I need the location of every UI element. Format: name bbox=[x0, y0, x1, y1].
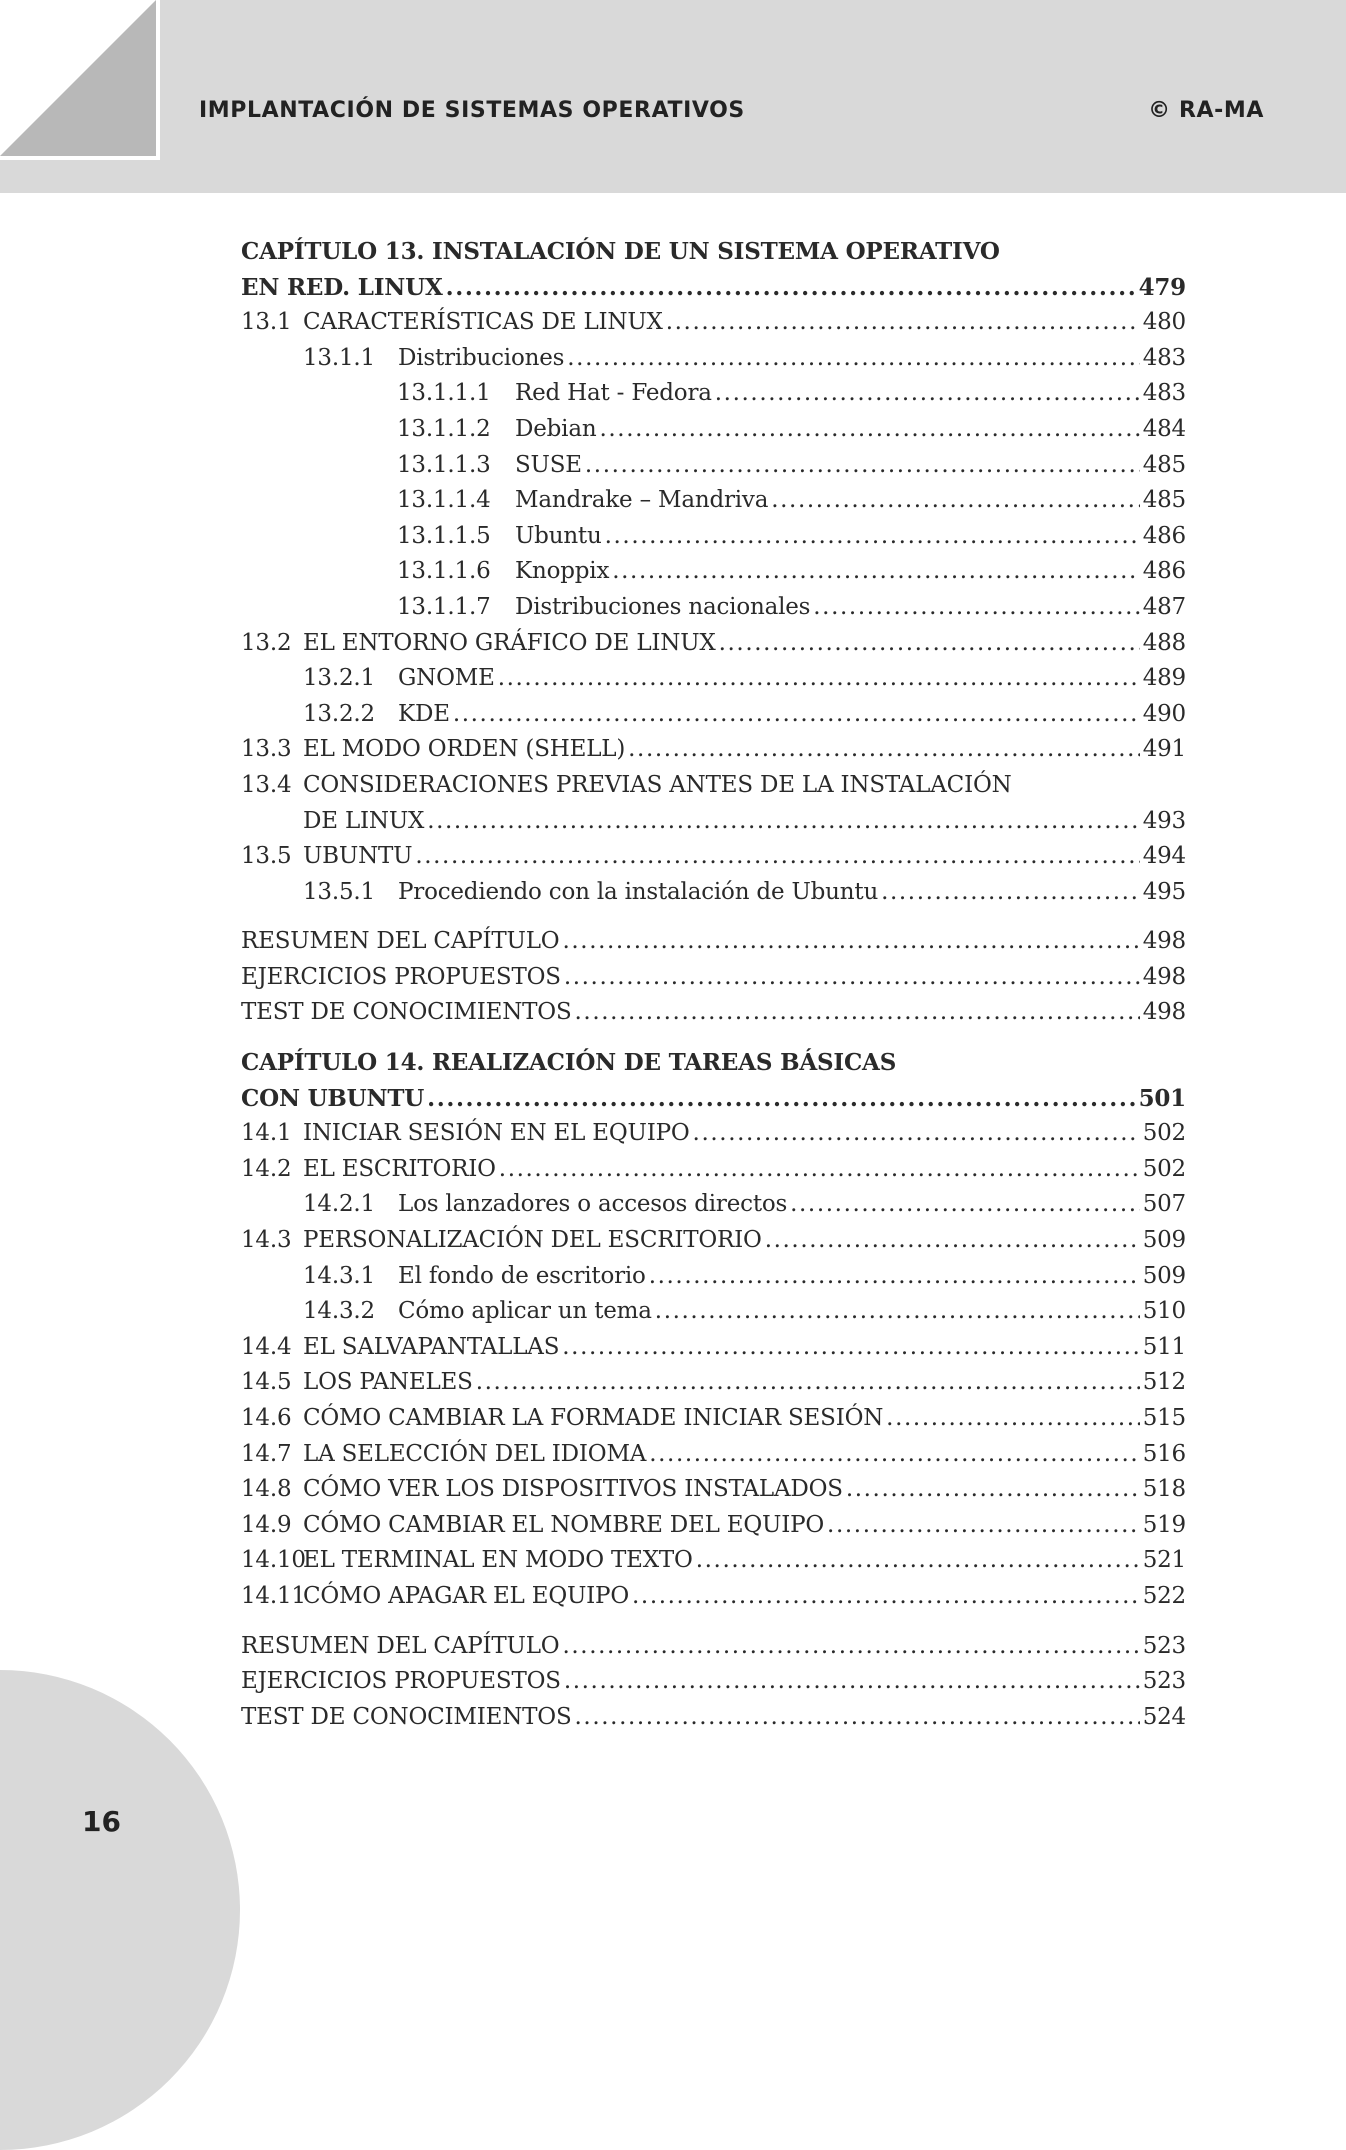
dot-leader bbox=[632, 1579, 1140, 1615]
page-ref: 515 bbox=[1142, 1405, 1186, 1431]
page-number: 16 bbox=[82, 1805, 121, 1838]
page-ref: 502 bbox=[1142, 1120, 1186, 1147]
dot-leader bbox=[427, 804, 1140, 840]
section-number: 13.4 bbox=[241, 771, 292, 798]
table-of-contents bbox=[241, 234, 1186, 1735]
dot-leader bbox=[655, 1294, 1140, 1330]
dot-leader bbox=[628, 732, 1140, 768]
section-number: 14.2.1 bbox=[303, 1191, 375, 1218]
dot-leader bbox=[612, 554, 1139, 590]
dot-leader bbox=[605, 519, 1140, 555]
page-ref: 512 bbox=[1142, 1369, 1186, 1396]
page-ref: 498 bbox=[1142, 963, 1186, 990]
toc-entry bbox=[241, 1437, 1186, 1473]
toc-entry bbox=[241, 305, 1186, 341]
section-title: CÓMO CAMBIAR LA FORMADE INICIAR SESIÓN bbox=[303, 1405, 884, 1431]
dot-leader bbox=[599, 412, 1139, 448]
section-number: 13.1.1 bbox=[303, 344, 375, 371]
page-ref: 522 bbox=[1142, 1582, 1186, 1609]
toc-entry bbox=[241, 1543, 1186, 1579]
section-title: KDE bbox=[398, 700, 450, 727]
page-ref: 486 bbox=[1142, 522, 1186, 549]
dot-leader bbox=[427, 1081, 1135, 1117]
chapter-title: CAPÍTULO 13. INSTALACIÓN DE UN SISTEMA OPERATIVO bbox=[241, 238, 1000, 265]
dot-leader bbox=[585, 448, 1140, 484]
toc-entry-cont bbox=[241, 804, 1186, 840]
chapter-heading bbox=[241, 1045, 1186, 1081]
section-number: 13.1.1.5 bbox=[397, 522, 491, 549]
page-ref: 498 bbox=[1142, 999, 1186, 1026]
toc-entry bbox=[241, 341, 1186, 377]
page-ref: 523 bbox=[1142, 1632, 1186, 1659]
section-title: Distribuciones nacionales bbox=[515, 593, 811, 620]
section-number: 14.3 bbox=[241, 1227, 292, 1254]
toc-entry bbox=[241, 626, 1186, 662]
extra-title: TEST DE CONOCIMIENTOS bbox=[241, 1703, 572, 1730]
dot-leader bbox=[562, 1330, 1139, 1366]
page-ref: 484 bbox=[1142, 415, 1186, 442]
toc-extra bbox=[241, 924, 1186, 960]
toc-entry bbox=[241, 1330, 1186, 1366]
section-title: Red Hat - Fedora bbox=[515, 380, 712, 407]
section-title: GNOME bbox=[398, 665, 495, 692]
extra-title: RESUMEN DEL CAPÍTULO bbox=[241, 928, 560, 955]
toc-entry bbox=[241, 661, 1186, 697]
dot-leader bbox=[666, 305, 1140, 341]
section-number: 13.1.1.2 bbox=[397, 415, 491, 442]
extra-title: TEST DE CONOCIMIENTOS bbox=[241, 999, 572, 1026]
section-number: 14.1 bbox=[241, 1120, 292, 1147]
section-title: UBUNTU bbox=[303, 843, 413, 870]
section-title: EL ESCRITORIO bbox=[303, 1155, 496, 1182]
page-ref: 489 bbox=[1142, 665, 1186, 692]
dot-leader bbox=[765, 1223, 1140, 1259]
toc-entry bbox=[241, 1472, 1186, 1508]
section-title: Los lanzadores o accesos directos bbox=[398, 1191, 788, 1218]
toc-extra bbox=[241, 995, 1186, 1031]
dot-leader bbox=[453, 697, 1140, 733]
dot-leader bbox=[562, 924, 1139, 960]
toc-entry bbox=[241, 732, 1186, 768]
page-ref: 491 bbox=[1142, 736, 1186, 763]
toc-entry bbox=[241, 412, 1186, 448]
corner-triangle bbox=[0, 0, 156, 156]
page-ref: 498 bbox=[1142, 928, 1186, 955]
toc-entry bbox=[241, 519, 1186, 555]
section-title: CÓMO CAMBIAR EL NOMBRE DEL EQUIPO bbox=[303, 1511, 825, 1538]
section-number: 13.1.1.1 bbox=[397, 380, 491, 407]
page-ref: 487 bbox=[1142, 593, 1186, 620]
section-number: 14.10 bbox=[241, 1547, 306, 1574]
section-number: 14.11 bbox=[241, 1582, 306, 1609]
section-number: 13.1.1.7 bbox=[397, 593, 491, 620]
page-ref: 524 bbox=[1142, 1703, 1186, 1730]
dot-leader bbox=[719, 626, 1140, 662]
page-ref: 511 bbox=[1142, 1333, 1186, 1360]
section-number: 13.5 bbox=[241, 843, 292, 870]
page-ref: 490 bbox=[1142, 700, 1186, 727]
section-number: 13.1.1.3 bbox=[397, 451, 491, 478]
section-title: Mandrake – Mandriva bbox=[515, 487, 769, 514]
header-band bbox=[0, 0, 1346, 193]
section-title: Cómo aplicar un tema bbox=[398, 1298, 652, 1325]
page-ref: 495 bbox=[1142, 878, 1186, 905]
section-title: LA SELECCIÓN DEL IDIOMA bbox=[303, 1440, 647, 1467]
dot-leader bbox=[649, 1259, 1140, 1295]
section-number: 14.5 bbox=[241, 1369, 292, 1396]
dot-leader bbox=[446, 270, 1136, 306]
section-number: 14.2 bbox=[241, 1155, 292, 1182]
page-number-circle bbox=[0, 1670, 240, 2150]
section-number: 14.3.2 bbox=[303, 1298, 375, 1325]
section-title: Debian bbox=[515, 415, 597, 442]
dot-leader bbox=[498, 661, 1140, 697]
section-number: 13.2 bbox=[241, 629, 292, 656]
page-ref: 509 bbox=[1142, 1262, 1186, 1289]
corner-decoration bbox=[0, 0, 160, 160]
toc-entry bbox=[241, 448, 1186, 484]
toc-extra bbox=[241, 1629, 1186, 1665]
section-title: EL TERMINAL EN MODO TEXTO bbox=[303, 1547, 693, 1574]
toc-entry bbox=[241, 1152, 1186, 1188]
section-number: 14.7 bbox=[241, 1440, 292, 1467]
dot-leader bbox=[886, 1401, 1140, 1437]
chapter-heading-cont bbox=[241, 1081, 1186, 1117]
page-ref: 518 bbox=[1142, 1476, 1186, 1503]
page-ref: 521 bbox=[1142, 1547, 1186, 1574]
toc-entry bbox=[241, 1508, 1186, 1544]
dot-leader bbox=[564, 1664, 1140, 1700]
page-ref: 488 bbox=[1142, 629, 1186, 656]
section-title: Knoppix bbox=[515, 558, 610, 585]
section-title-cont: DE LINUX bbox=[303, 807, 425, 834]
extra-title: RESUMEN DEL CAPÍTULO bbox=[241, 1632, 560, 1659]
extra-title: EJERCICIOS PROPUESTOS bbox=[241, 963, 561, 990]
toc-entry bbox=[241, 839, 1186, 875]
page-ref: 510 bbox=[1142, 1298, 1186, 1325]
section-title: El fondo de escritorio bbox=[398, 1262, 646, 1289]
section-title: PERSONALIZACIÓN DEL ESCRITORIO bbox=[303, 1227, 762, 1254]
dot-leader bbox=[696, 1543, 1140, 1579]
dot-leader bbox=[693, 1116, 1140, 1152]
page-ref: 486 bbox=[1142, 558, 1186, 585]
toc-entry bbox=[241, 590, 1186, 626]
extra-title: EJERCICIOS PROPUESTOS bbox=[241, 1668, 561, 1695]
chapter-heading-cont bbox=[241, 270, 1186, 306]
section-title: LOS PANELES bbox=[303, 1369, 473, 1396]
chapter-title-cont: EN RED. LINUX bbox=[241, 273, 443, 301]
section-number: 13.1.1.6 bbox=[397, 558, 491, 585]
toc-entry bbox=[241, 376, 1186, 412]
section-number: 13.2.1 bbox=[303, 665, 375, 692]
section-title: CÓMO APAGAR EL EQUIPO bbox=[303, 1582, 629, 1609]
section-title: EL SALVAPANTALLAS bbox=[303, 1333, 560, 1360]
section-number: 13.5.1 bbox=[303, 878, 375, 905]
toc-entry bbox=[241, 1116, 1186, 1152]
section-title: CONSIDERACIONES PREVIAS ANTES DE LA INSTALACIÓN bbox=[303, 771, 1012, 798]
dot-leader bbox=[649, 1437, 1139, 1473]
page-ref: 507 bbox=[1142, 1191, 1186, 1218]
dot-leader bbox=[827, 1508, 1140, 1544]
page-ref: 479 bbox=[1138, 273, 1186, 301]
section-number: 13.2.2 bbox=[303, 700, 375, 727]
page-ref: 485 bbox=[1142, 487, 1186, 514]
toc-entry bbox=[241, 554, 1186, 590]
toc-entry bbox=[241, 697, 1186, 733]
section-number: 14.9 bbox=[241, 1511, 292, 1538]
page-ref: 509 bbox=[1142, 1227, 1186, 1254]
section-number: 14.4 bbox=[241, 1333, 292, 1360]
toc-extra bbox=[241, 1700, 1186, 1736]
dot-leader bbox=[771, 483, 1139, 519]
section-title: EL ENTORNO GRÁFICO DE LINUX bbox=[303, 629, 716, 656]
toc-entry bbox=[241, 1223, 1186, 1259]
toc-extra bbox=[241, 960, 1186, 996]
dot-leader bbox=[415, 839, 1139, 875]
section-title: Distribuciones bbox=[398, 344, 565, 371]
dot-leader bbox=[476, 1365, 1140, 1401]
page-ref: 480 bbox=[1142, 309, 1186, 336]
dot-leader bbox=[575, 995, 1140, 1031]
dot-leader bbox=[567, 341, 1139, 377]
running-header-title: IMPLANTACIÓN DE SISTEMAS OPERATIVOS bbox=[199, 98, 745, 123]
section-number: 14.6 bbox=[241, 1405, 292, 1431]
dot-leader bbox=[499, 1152, 1140, 1188]
section-number: 14.8 bbox=[241, 1476, 292, 1503]
toc-entry bbox=[241, 1259, 1186, 1295]
page-ref: 493 bbox=[1142, 807, 1186, 834]
section-number: 13.1 bbox=[241, 309, 292, 336]
dot-leader bbox=[813, 590, 1139, 626]
toc-entry bbox=[241, 1187, 1186, 1223]
toc-entry bbox=[241, 1579, 1186, 1615]
page-ref: 483 bbox=[1142, 380, 1186, 407]
toc-entry bbox=[241, 1365, 1186, 1401]
toc-entry bbox=[241, 483, 1186, 519]
page-ref: 485 bbox=[1142, 451, 1186, 478]
page-ref: 501 bbox=[1138, 1084, 1186, 1112]
dot-leader bbox=[715, 376, 1140, 412]
dot-leader bbox=[881, 875, 1140, 911]
toc-entry bbox=[241, 875, 1186, 911]
dot-leader bbox=[564, 960, 1140, 996]
running-header-publisher: © RA-MA bbox=[1148, 98, 1264, 123]
dot-leader bbox=[562, 1629, 1139, 1665]
dot-leader bbox=[790, 1187, 1140, 1223]
page-ref: 502 bbox=[1142, 1155, 1186, 1182]
section-title: SUSE bbox=[515, 451, 582, 478]
chapter-heading bbox=[241, 234, 1186, 270]
section-number: 14.3.1 bbox=[303, 1262, 375, 1289]
section-title: Procediendo con la instalación de Ubuntu bbox=[398, 878, 879, 905]
section-title: Ubuntu bbox=[515, 522, 602, 549]
toc-extra bbox=[241, 1664, 1186, 1700]
chapter-title-cont: CON UBUNTU bbox=[241, 1084, 425, 1112]
toc-entry bbox=[241, 768, 1186, 804]
section-number: 13.3 bbox=[241, 736, 292, 763]
section-title: CARACTERÍSTICAS DE LINUX bbox=[303, 309, 663, 336]
section-title: INICIAR SESIÓN EN EL EQUIPO bbox=[303, 1120, 690, 1147]
toc-entry bbox=[241, 1401, 1186, 1437]
chapter-title: CAPÍTULO 14. REALIZACIÓN DE TAREAS BÁSICAS bbox=[241, 1049, 897, 1077]
page-ref: 519 bbox=[1142, 1511, 1186, 1538]
page-ref: 516 bbox=[1142, 1440, 1186, 1467]
dot-leader bbox=[846, 1472, 1140, 1508]
section-number: 13.1.1.4 bbox=[397, 487, 491, 514]
section-title: CÓMO VER LOS DISPOSITIVOS INSTALADOS bbox=[303, 1476, 843, 1503]
toc-entry bbox=[241, 1294, 1186, 1330]
section-title: EL MODO ORDEN (SHELL) bbox=[303, 736, 626, 763]
page-ref: 523 bbox=[1142, 1668, 1186, 1695]
dot-leader bbox=[575, 1700, 1140, 1736]
page-ref: 483 bbox=[1142, 344, 1186, 371]
page-ref: 494 bbox=[1142, 843, 1186, 870]
